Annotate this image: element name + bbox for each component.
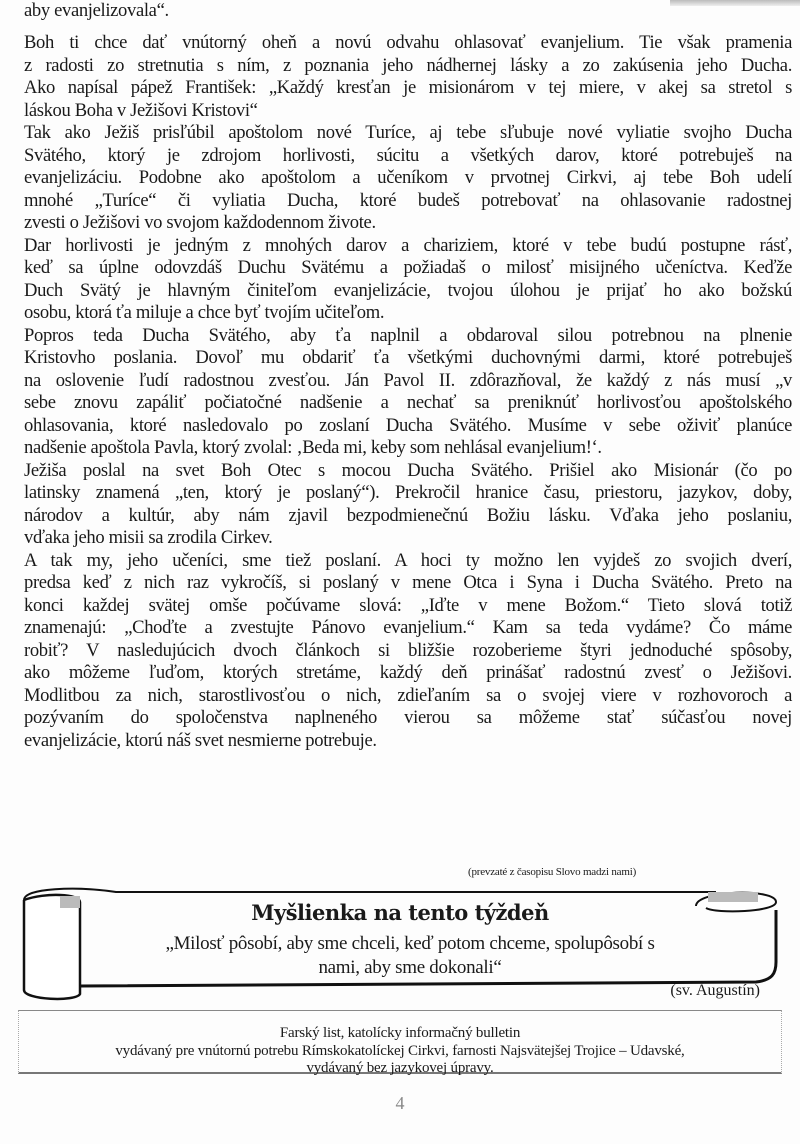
text-line: nadšenie apoštola Pavla, ktorý zvolal: ‚Beda mi, keby som nehlásal evanjelium!‘. <box>24 437 602 458</box>
bulletin-footer <box>18 1010 782 1074</box>
text-line: ohlasovania, ktoré nasledovalo po zoslaní Ducha Svätého. Musíme v sebe oživiť planúce <box>24 414 792 436</box>
article-continuation <box>24 0 792 23</box>
quote-line: „Milosť pôsobí, aby sme chceli, keď potom chceme, spolupôsobí s <box>165 933 655 954</box>
text-line: Kristovho poslania. Dovoľ mu obdariť ťa všetkými duchovnými darmi, ktoré potrebuješ <box>24 347 792 368</box>
footer-line: vydávaný bez jazykovej úpravy. <box>306 1060 494 1076</box>
text-line: keď sa úplne odovzdáš Duchu Svätému a požiadaš o milosť misijného učeníctva. Keďže <box>24 257 792 278</box>
text-line: Popros teda Ducha Svätého, aby ťa naplnil a obdaroval silou potrebnou na plnenie <box>24 324 792 346</box>
text-line: z radosti zo stretnutia s ním, z poznania jeho nádhernej lásky a zo zakúsenia jeho Ducha. <box>24 54 792 76</box>
paragraph <box>24 460 792 550</box>
thought-quote <box>120 932 700 980</box>
quote-attribution: (sv. Augustín) <box>670 982 760 999</box>
paragraph <box>24 325 792 460</box>
thought-title: Myšlienka na tento týždeň <box>251 900 549 925</box>
paragraph <box>24 122 792 235</box>
text-line: Duch Svätý je hlavným činiteľom evanjelizácie, tvojou úlohou je prijať ho ako božskú <box>24 279 792 301</box>
text-line: Boh ti chce dať vnútorný oheň a novú odvahu ohlasovať evanjelium. Tie však pramenia <box>24 32 792 53</box>
text-line: mnohé „Turíce“ či vyliatia Ducha, ktoré budeš potrebovať na ohlasovanie radostnej <box>24 189 792 211</box>
text-line: Tak ako Ježiš prisľúbil apoštolom nové Turíce, aj tebe sľubuje nové vyliatie svojho Ducha <box>24 122 792 143</box>
text-line: znamenajú: „Choďte a zvestujte Pánovo evanjelium.“ Kam sa teda vydáme? Čo máme <box>24 617 792 638</box>
text-line: Ježiša poslal na svet Boh Otec s mocou Ducha Svätého. Prišiel ako Misionár (čo po <box>24 459 792 481</box>
text-line: vďaka jeho misii sa zrodila Cirkev. <box>24 527 273 548</box>
text-line: robiť? V nasledujúcich dvoch článkoch si bližšie rozoberieme štyri jednoduché spôsoby, <box>24 639 792 661</box>
page-number: 4 <box>395 1093 405 1113</box>
text-line: na oslovenie ľudí radostnou zvesťou. Ján Pavol II. zdôrazňoval, že každý z nás musí „v <box>24 369 792 391</box>
paragraph <box>24 235 792 325</box>
text-line: ako môžeme ľuďom, ktorých stretáme, každý deň prinášať radostnú zvesť o Ježišovi. <box>24 662 792 683</box>
article-body <box>24 32 792 752</box>
text-line: A tak my, jeho učeníci, sme tiež poslaní. A hoci ty možno len vyjdeš zo svojich dverí, <box>24 549 792 571</box>
text-line: latinsky znamená „ten, ktorý je poslaný“). Prekročil hranice času, priestoru, jazykov, doby, <box>24 482 792 503</box>
source-note: (prevzaté z časopisu Slovo madzi nami) <box>468 866 637 878</box>
paragraph <box>24 550 792 753</box>
text-line: Ako napísal pápež František: „Každý kresťan je misionárom v tej miere, v akej sa stretol s <box>24 77 792 98</box>
footer-line: Farský list, katolícky informačný bulletin <box>279 1025 521 1041</box>
footer-line: vydávaný pre vnútornú potrebu Rímskokatolíckej Cirkvi, farnosti Najsvätejšej Trojice – Udavské, <box>115 1042 685 1059</box>
paragraph <box>24 32 792 122</box>
quote-line: nami, aby sme dokonali“ <box>318 957 502 978</box>
text-line: Svätého, ktorý je zdrojom horlivosti, súcitu a všetkých darov, ktoré potrebuješ na <box>24 144 792 166</box>
text-line: osobu, ktorá ťa miluje a chce byť tvojím učiteľom. <box>24 302 385 323</box>
text-line: zvesti o Ježišovi vo svojom každodennom živote. <box>24 212 376 233</box>
text-line: konci každej svätej omše počúvame slová: „Iďte v mene Božom.“ Tieto slová totiž <box>24 594 792 616</box>
text-line: predsa keď z nich raz vykročíš, si poslaný v mene Otca i Syna i Ducha Svätého. Preto na <box>24 572 792 593</box>
text-line: pozývaním do spoločenstva naplneného vierou sa môžeme stať súčasťou novej <box>24 707 792 728</box>
text-line: Modlitbou za nich, starostlivosťou o nich, zdieľaním sa o svojej viere v rozhovoroch a <box>24 684 792 706</box>
text-line: evanjelizáciu. Podobne ako apoštolom a učeníkom v prvotnej Cirkvi, aj tebe Boh udelí <box>24 167 792 188</box>
text-line: národov a kultúr, aby nám zjavil bezpodmienečnú Božiu lásku. Vďaka jeho poslaniu, <box>24 504 792 526</box>
text-line: Dar horlivosti je jedným z mnohých darov a chariziem, ktoré v tebe budú postupne rásť, <box>24 234 792 256</box>
text-line: evanjelizácie, ktorú náš svet nesmierne potrebuje. <box>24 729 377 751</box>
text-line: sebe znovu zapáliť počiatočné nadšenie a nechať sa preniknúť horlivosťou apoštolského <box>24 392 792 413</box>
text-line: láskou Boha v Ježišovi Kristovi“ <box>24 99 258 121</box>
text-line: aby evanjelizovala“. <box>24 0 169 21</box>
